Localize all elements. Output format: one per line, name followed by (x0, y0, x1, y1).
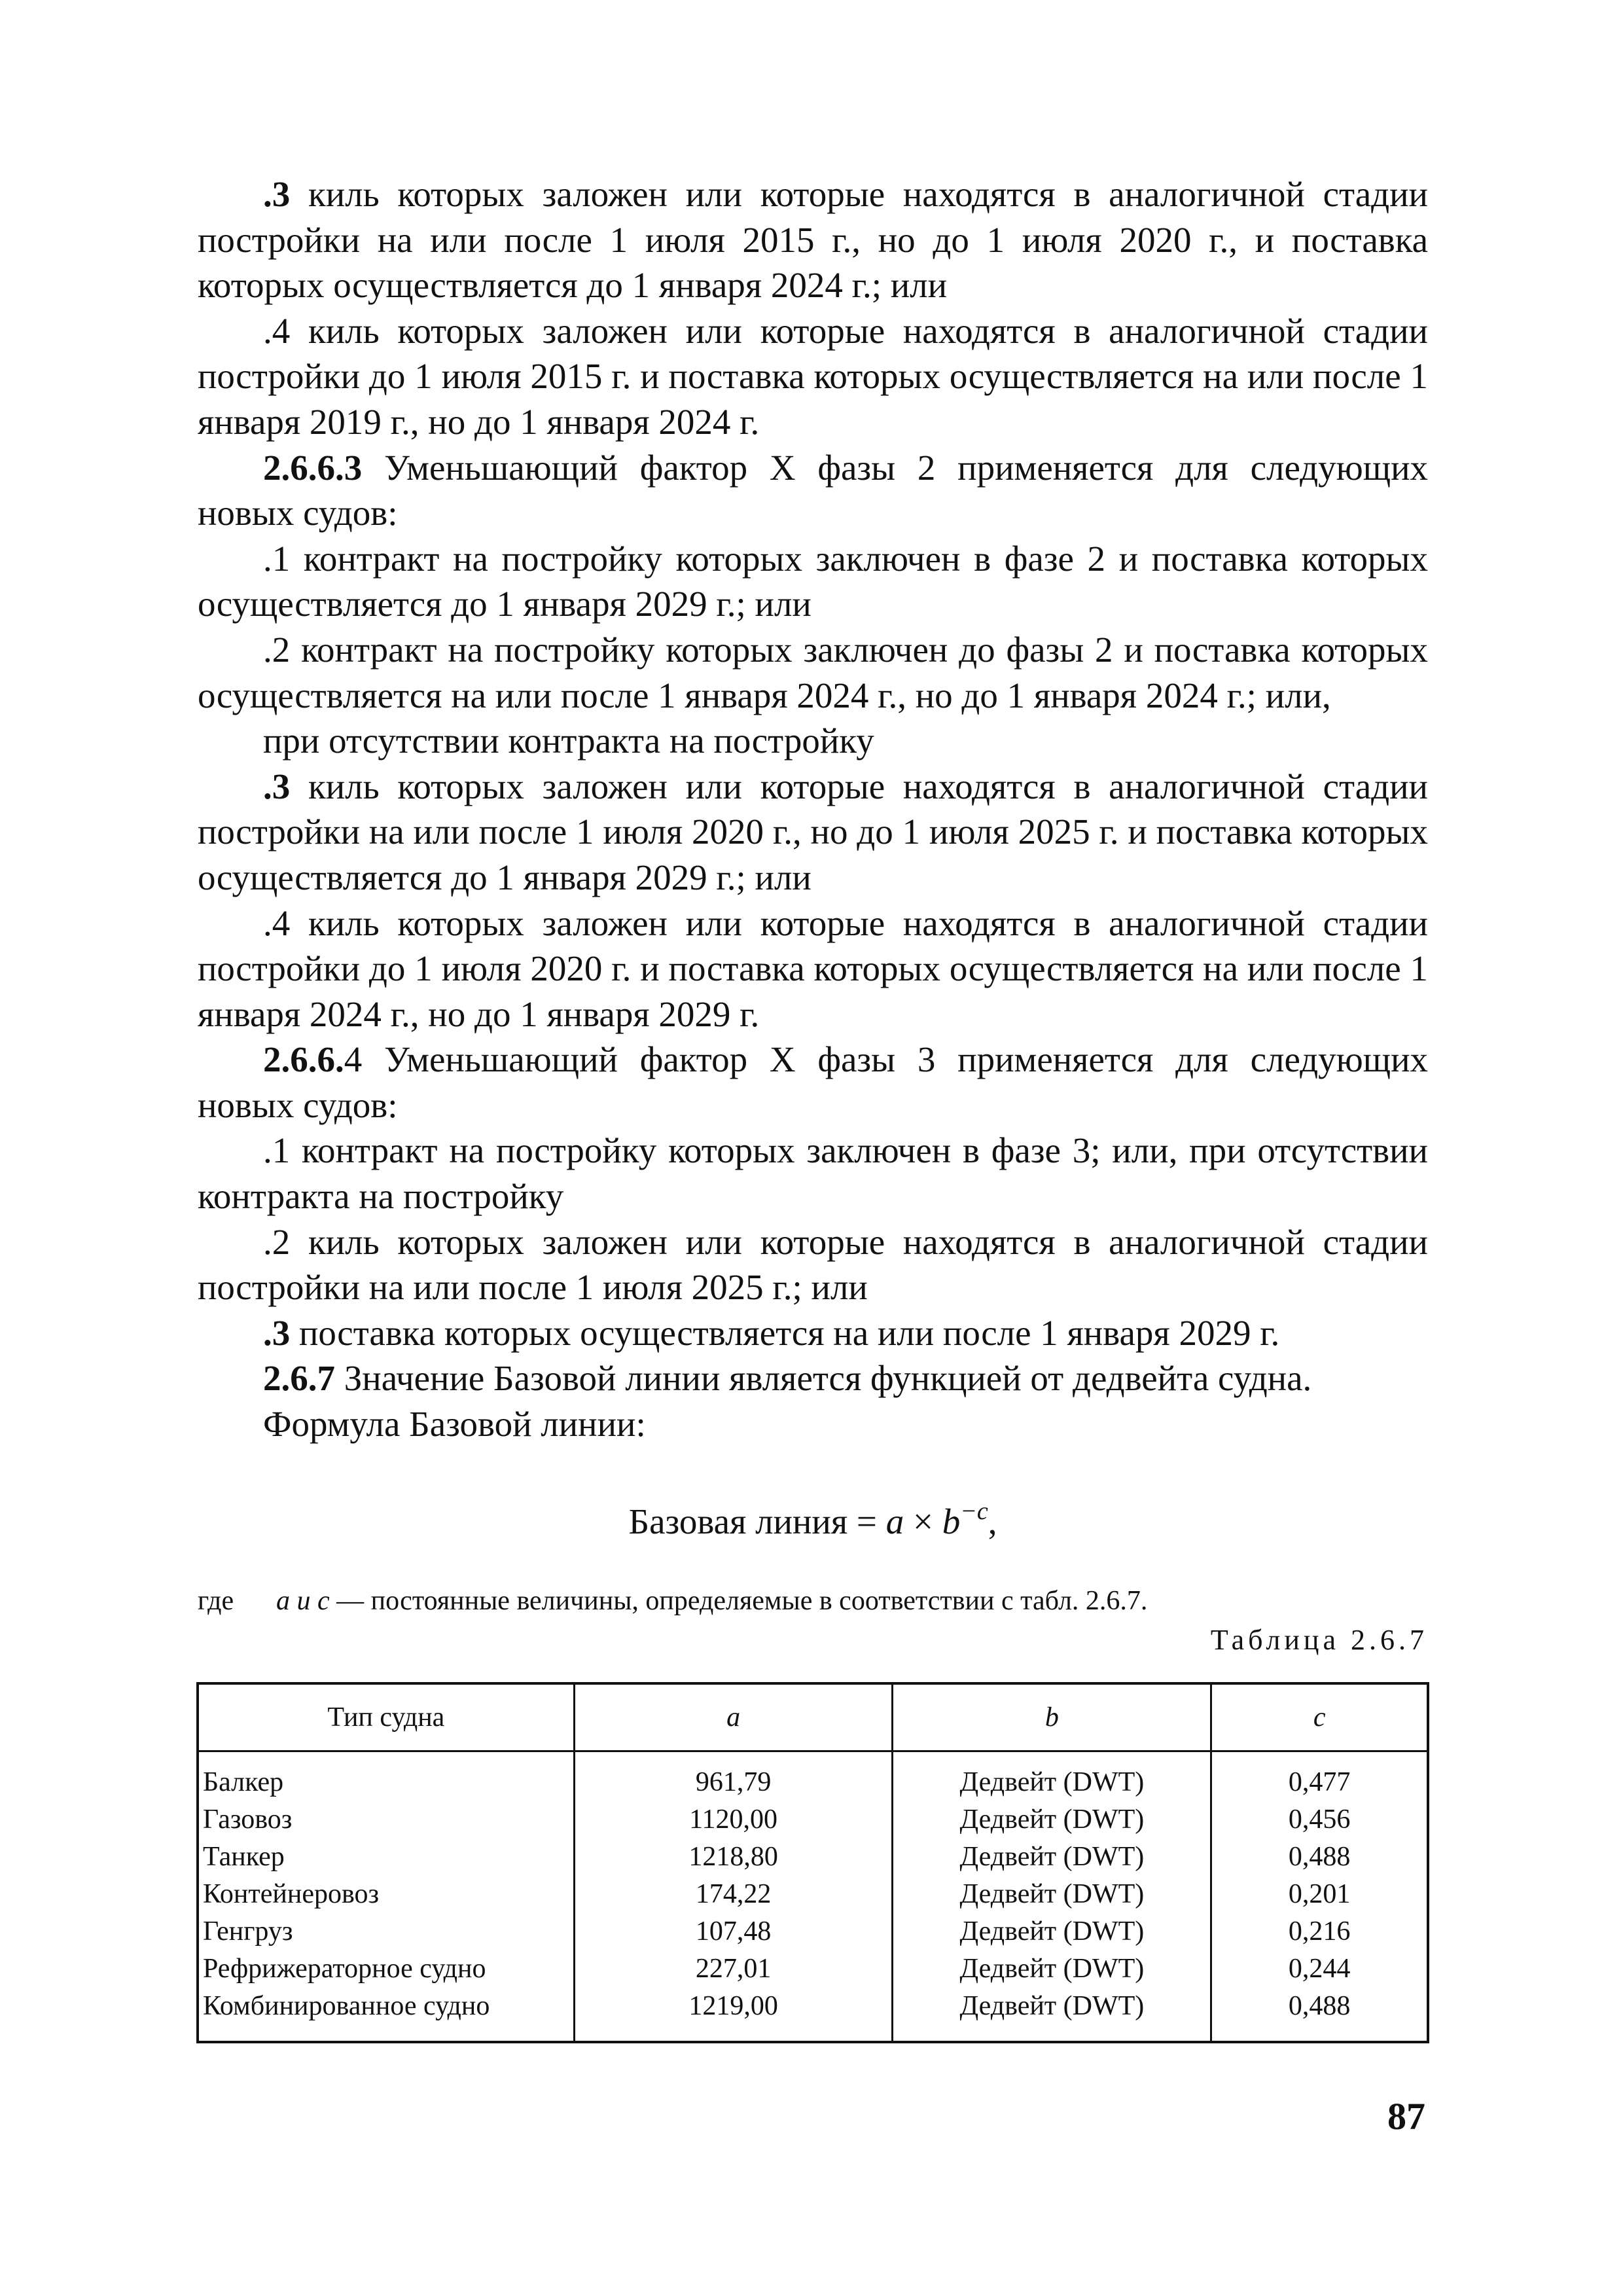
cell-ship-type: Газовоз (198, 1801, 574, 1839)
cell-c: 0,216 (1211, 1913, 1428, 1950)
header-a: a (574, 1683, 893, 1751)
cell-a: 961,79 (574, 1751, 893, 1802)
cell-b: Дедвейт (DWT) (893, 1751, 1211, 1802)
cell-a: 1219,00 (574, 1988, 893, 2042)
table-row (198, 1913, 1428, 1950)
baseline-formula: Базовая линия = $a \times b^{-c}$, (628, 1498, 997, 1541)
table-header-row (198, 1683, 1428, 1751)
paragraph-formula-intro: Формула Базовой линии: (263, 1404, 646, 1444)
cell-ship-type: Рефрижераторное судно (198, 1950, 574, 1988)
cell-c: 0,488 (1211, 1839, 1428, 1876)
paragraph-4-keel-2020: .4 киль которых заложен или которые находятся в аналогичной стадии постройки до 1 июля 2020 г. и поставка которых осуществляется на или после 1 января 2024 г., но до 1 января 2029 г. (198, 903, 1428, 1034)
cell-b: Дедвейт (DWT) (893, 1839, 1211, 1876)
paragraph-no-contract: при отсутствии контракта на постройку (263, 721, 874, 761)
paragraph-2-contract-before-phase-2: .2 контракт на постройку которых заключен до фазы 2 и поставка которых осуществляется на или после 1 января 2024 г., но до 1 января 2024 г.; или, (198, 629, 1428, 715)
paragraph-2-6-6-3: 2.6.6.3 Уменьшающий фактор X фазы 2 применяется для следующих новых судов: (198, 447, 1428, 533)
cell-ship-type: Танкер (198, 1839, 574, 1876)
page-number: 87 (1387, 2095, 1425, 2138)
cell-a: 1120,00 (574, 1801, 893, 1839)
paragraph-2-6-7: 2.6.7 Значение Базовой линии является функцией от дедвейта судна. (263, 1358, 1312, 1399)
cell-a: 227,01 (574, 1950, 893, 1988)
cell-b: Дедвейт (DWT) (893, 1950, 1211, 1988)
cell-c: 0,244 (1211, 1950, 1428, 1988)
baseline-parameters-table (196, 1682, 1429, 2043)
cell-b: Дедвейт (DWT) (893, 1876, 1211, 1913)
cell-b: Дедвейт (DWT) (893, 1801, 1211, 1839)
paragraph-2-6-6-4: 2.6.6.4 Уменьшающий фактор X фазы 3 применяется для следующих новых судов: (198, 1039, 1428, 1125)
cell-ship-type: Генгруз (198, 1913, 574, 1950)
table-caption: Таблица 2.6.7 (1210, 1624, 1428, 1656)
header-b: b (893, 1683, 1211, 1751)
formula-explanation: где а и с — постоянные величины, определяемые в соответствии с табл. 2.6.7. (198, 1586, 1148, 1616)
cell-c: 0,477 (1211, 1751, 1428, 1802)
table-row (198, 1801, 1428, 1839)
cell-ship-type: Балкер (198, 1751, 574, 1802)
table-row (198, 1876, 1428, 1913)
paragraph-3-keel-2020: .3 киль которых заложен или которые находятся в аналогичной стадии постройки на или после 1 июля 2020 г., но до 1 июля 2025 г. и поставка которых осуществляется до 1 января 2029 г.; или (198, 766, 1428, 897)
paragraph-4-keel-2015: .4 киль которых заложен или которые находятся в аналогичной стадии постройки до 1 июля 2015 г. и поставка которых осуществляется на или после 1 января 2019 г., но до 1 января 2024 г. (198, 310, 1428, 442)
table-row (198, 1950, 1428, 1988)
table-row (198, 1988, 1428, 2042)
paragraph-3-delivery-2029: .3 поставка которых осуществляется на или после 1 января 2029 г. (263, 1312, 1280, 1353)
cell-a: 1218,80 (574, 1839, 893, 1876)
paragraph-2-keel-2025: .2 киль которых заложен или которые находятся в аналогичной стадии постройки на или после 1 июля 2025 г.; или (198, 1221, 1428, 1308)
paragraph-1-contract-phase-2: .1 контракт на постройку которых заключен в фазе 2 и поставка которых осуществляется до 1 января 2029 г.; или (198, 538, 1428, 624)
paragraph-3-keel-2015: .3 киль которых заложен или которые находятся в аналогичной стадии постройки на или после 1 июля 2015 г., но до 1 июля 2020 г., и поставка которых осуществляется до 1 января 2024 г.; или (198, 174, 1428, 306)
header-ship-type: Тип судна (198, 1683, 574, 1751)
paragraph-1-contract-phase-3: .1 контракт на постройку которых заключен в фазе 3; или, при отсутствии контракта на постройку (198, 1130, 1428, 1217)
cell-ship-type: Контейнеровоз (198, 1876, 574, 1913)
header-c: c (1211, 1683, 1428, 1751)
cell-b: Дедвейт (DWT) (893, 1913, 1211, 1950)
cell-c: 0,201 (1211, 1876, 1428, 1913)
cell-c: 0,456 (1211, 1801, 1428, 1839)
cell-a: 174,22 (574, 1876, 893, 1913)
cell-b: Дедвейт (DWT) (893, 1988, 1211, 2042)
body-text (198, 171, 1428, 1447)
cell-ship-type: Комбинированное судно (198, 1988, 574, 2042)
table-row (198, 1751, 1428, 1802)
table-row (198, 1839, 1428, 1876)
cell-a: 107,48 (574, 1913, 893, 1950)
cell-c: 0,488 (1211, 1988, 1428, 2042)
